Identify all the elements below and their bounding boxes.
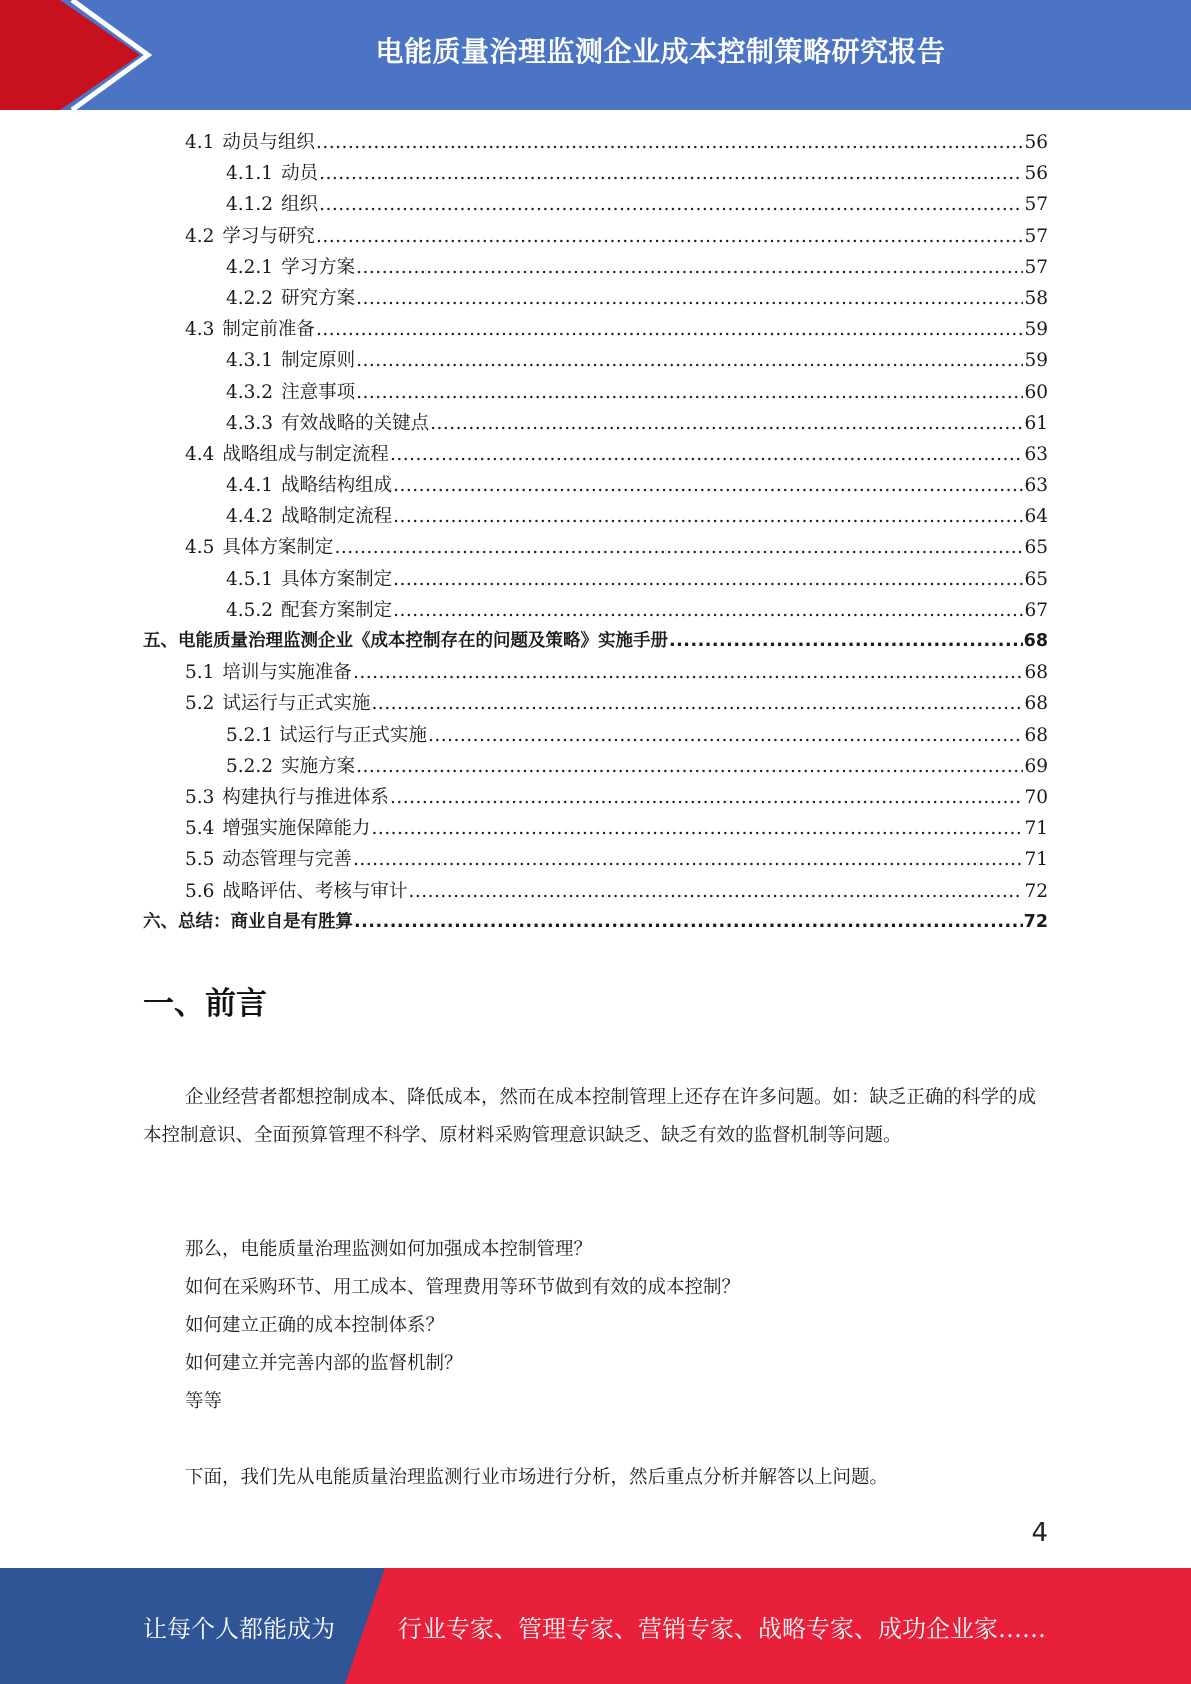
toc-dot-leader: [316, 132, 1024, 153]
toc-entry-text: 注意事项: [281, 381, 356, 403]
toc-entry-text: 动员与组织: [222, 132, 315, 153]
toc-entry[interactable]: [143, 721, 1048, 752]
page-footer: [0, 1568, 1191, 1684]
toc-page-number: 64: [1024, 506, 1048, 528]
toc-entry[interactable]: [143, 658, 1048, 689]
toc-dot-leader: [669, 631, 1023, 651]
question-line: 如何在采购环节、用工成本、管理费用等环节做到有效的成本控制？: [185, 1277, 741, 1298]
toc-entry-label: [226, 752, 355, 778]
toc-entry-text: 研究方案: [281, 287, 356, 309]
toc-entry[interactable]: [143, 346, 1048, 377]
footer-slogan-right: 行业专家、管理专家、营销专家、战略专家、成功企业家……: [398, 1614, 1046, 1643]
toc-entry[interactable]: [143, 565, 1048, 596]
toc-entry-text: 培训与实施准备: [222, 662, 352, 684]
toc-dot-leader: [356, 350, 1023, 371]
toc-entry[interactable]: [143, 877, 1048, 908]
toc-page-number: 68: [1024, 724, 1048, 746]
toc-page-number: 57: [1024, 194, 1048, 216]
toc-entry-number: 5.3: [185, 786, 215, 808]
toc-entry-text: 实施方案: [281, 755, 356, 777]
toc-dot-leader: [393, 600, 1023, 621]
toc-page-number: 57: [1024, 225, 1048, 247]
toc-dot-leader: [393, 506, 1023, 527]
toc-entry-text: 制定原则: [281, 350, 356, 372]
toc-page-number: 56: [1024, 163, 1048, 185]
toc-entry-text: 六、总结：商业自是有胜算: [143, 911, 353, 932]
toc-entry-text: 试运行与正式实施: [222, 693, 371, 715]
toc-page-number: 61: [1024, 412, 1048, 434]
toc-page-number: 69: [1024, 755, 1048, 777]
toc-entry-label: [226, 284, 355, 310]
toc-entry[interactable]: [143, 378, 1048, 409]
toc-page-number: 72: [1023, 911, 1048, 932]
toc-page-number: 65: [1024, 537, 1048, 559]
question-line: 如何建立正确的成本控制体系？: [185, 1315, 445, 1336]
toc-entry-number: 4.4: [185, 443, 215, 465]
toc-entry-number: 4.2: [185, 225, 215, 247]
toc-page-number: 68: [1024, 662, 1048, 684]
toc-dot-leader: [393, 569, 1023, 590]
toc-entry-label: [185, 533, 333, 559]
toc-entry[interactable]: [143, 908, 1048, 939]
toc-dot-leader: [408, 881, 1023, 902]
toc-page-number: 71: [1024, 849, 1048, 871]
toc-page-number: 59: [1024, 319, 1048, 341]
toc-page-number: 63: [1024, 443, 1048, 465]
toc-entry-label: [185, 315, 315, 341]
toc-entry-label: [226, 565, 392, 591]
toc-entry[interactable]: [143, 222, 1048, 253]
toc-page-number: 63: [1024, 475, 1048, 497]
toc-entry-label: [226, 409, 429, 435]
toc-entry-number: 4.2.2: [226, 287, 274, 309]
toc-page-number: 71: [1024, 818, 1048, 840]
toc-entry-label: [185, 689, 370, 715]
toc-entry[interactable]: [143, 783, 1048, 814]
toc-entry-label: [226, 471, 392, 497]
toc-entry-text: 具体方案制定: [222, 537, 334, 559]
toc-page-number: 67: [1024, 599, 1048, 621]
toc-entry-text: 战略组成与制定流程: [222, 443, 389, 465]
toc-dot-leader: [334, 537, 1023, 558]
toc-entry[interactable]: [143, 253, 1048, 284]
toc-entry-label: [226, 159, 318, 185]
toc-entry[interactable]: [143, 190, 1048, 221]
toc-entry-number: 4.3.2: [226, 381, 274, 403]
toc-entry-number: 5.5: [185, 849, 215, 871]
toc-entry-number: 4.1.1: [226, 163, 274, 185]
header-arrow-decoration: [0, 0, 160, 110]
toc-entry-number: 4.4.1: [226, 475, 274, 497]
toc-entry-text: 有效战略的关键点: [281, 412, 430, 434]
toc-entry-label: [185, 783, 389, 809]
toc-entry-number: 5.6: [185, 880, 215, 902]
toc-page-number: 60: [1024, 381, 1048, 403]
toc-dot-leader: [356, 257, 1023, 278]
toc-entry-number: 4.3.3: [226, 412, 274, 434]
question-line: 等等: [185, 1391, 223, 1412]
page-header: [0, 0, 1191, 110]
table-of-contents: [143, 128, 1048, 939]
toc-entry-label: [226, 253, 355, 279]
toc-entry-number: 4.1: [185, 132, 215, 153]
toc-entry-label: [226, 190, 318, 216]
toc-entry-number: 4.4.2: [226, 506, 274, 528]
section-heading: 一、前言: [143, 986, 267, 1022]
toc-entry[interactable]: [143, 533, 1048, 564]
toc-entry[interactable]: [143, 128, 1048, 159]
toc-entry-number: 4.5: [185, 537, 215, 559]
toc-page-number: 56: [1024, 132, 1048, 153]
toc-dot-leader: [356, 288, 1023, 309]
toc-entry-text: 制定前准备: [222, 319, 315, 341]
toc-dot-leader: [371, 818, 1023, 839]
page-number: 4: [1031, 1518, 1048, 1548]
toc-entry-label: [226, 346, 355, 372]
toc-entry-text: 战略评估、考核与审计: [222, 880, 408, 902]
toc-entry-label: [226, 596, 392, 622]
intro-paragraph: 企业经营者都想控制成本、降低成本，然而在成本控制管理上还存在许多问题。如：缺乏正确的科学的成本控制意识、全面预算管理不科学、原材料采购管理意识缺乏、缺乏有效的监督机制等问题。: [143, 1087, 1037, 1146]
toc-entry-text: 战略结构组成: [281, 475, 393, 497]
toc-entry-text: 动态管理与完善: [222, 849, 352, 871]
toc-entry-label: [226, 378, 355, 404]
toc-entry[interactable]: [143, 502, 1048, 533]
toc-entry[interactable]: [143, 284, 1048, 315]
toc-entry[interactable]: [143, 409, 1048, 440]
toc-entry-number: 4.5.1: [226, 568, 274, 590]
toc-dot-leader: [390, 787, 1024, 808]
toc-dot-leader: [356, 382, 1023, 403]
toc-entry[interactable]: [143, 689, 1048, 720]
toc-entry-number: 4.5.2: [226, 599, 274, 621]
toc-entry-label: [185, 845, 352, 871]
toc-page-number: 68: [1024, 693, 1048, 715]
toc-dot-leader: [353, 849, 1024, 870]
toc-entry-label: [185, 440, 389, 466]
toc-entry-number: 5.1: [185, 662, 215, 684]
toc-entry-text: 构建执行与推进体系: [222, 786, 389, 808]
toc-dot-leader: [316, 319, 1024, 340]
toc-page-number: 72: [1024, 880, 1048, 902]
toc-entry-text: 学习与研究: [222, 225, 315, 247]
toc-entry-number: 4.1.2: [226, 194, 274, 216]
toc-entry[interactable]: [143, 814, 1048, 845]
toc-page-number: 59: [1024, 350, 1048, 372]
toc-dot-leader: [354, 912, 1023, 932]
toc-entry[interactable]: [143, 845, 1048, 876]
toc-entry[interactable]: [143, 471, 1048, 502]
toc-entry-text: 具体方案制定: [281, 568, 393, 590]
toc-entry[interactable]: [143, 440, 1048, 471]
toc-dot-leader: [356, 756, 1023, 777]
toc-entry[interactable]: [143, 596, 1048, 627]
toc-entry[interactable]: [143, 627, 1048, 658]
toc-entry[interactable]: [143, 159, 1048, 190]
toc-dot-leader: [393, 475, 1023, 496]
toc-entry-label: [185, 658, 352, 684]
toc-entry-text: 战略制定流程: [281, 506, 393, 528]
toc-entry-label: [143, 627, 668, 652]
toc-page-number: 58: [1024, 287, 1048, 309]
toc-entry[interactable]: [143, 752, 1048, 783]
toc-entry-label: [185, 814, 370, 840]
toc-entry-number: 4.3: [185, 319, 215, 341]
toc-page-number: 65: [1024, 568, 1048, 590]
toc-page-number: 70: [1024, 786, 1048, 808]
toc-entry-label: [226, 721, 427, 747]
question-line: 那么，电能质量治理监测如何加强成本控制管理？: [185, 1239, 593, 1260]
toc-page-number: 68: [1023, 631, 1048, 651]
toc-entry-text: 学习方案: [281, 256, 356, 278]
toc-dot-leader: [319, 194, 1023, 215]
toc-entry-label: [226, 502, 392, 528]
toc-entry-text: 配套方案制定: [281, 599, 393, 621]
toc-page-number: 57: [1024, 256, 1048, 278]
toc-dot-leader: [319, 163, 1023, 184]
toc-entry-number: 4.2.1: [226, 256, 274, 278]
toc-entry-label: [185, 877, 407, 903]
toc-entry-text: 组织: [281, 194, 319, 216]
toc-entry-number: 4.3.1: [226, 350, 274, 372]
toc-dot-leader: [390, 444, 1024, 465]
toc-entry-text: 动员: [281, 163, 319, 185]
question-line: 如何建立并完善内部的监督机制？: [185, 1353, 463, 1374]
toc-entry[interactable]: [143, 315, 1048, 346]
toc-dot-leader: [428, 725, 1023, 746]
closing-paragraph: 下面，我们先从电能质量治理监测行业市场进行分析，然后重点分析并解答以上问题。: [185, 1467, 889, 1488]
toc-entry-number: 5.2: [185, 693, 215, 715]
toc-entry-text: 五、电能质量治理监测企业《成本控制存在的问题及策略》实施手册: [143, 631, 668, 651]
toc-entry-text: 5.2.1 试运行与正式实施: [226, 724, 427, 746]
toc-dot-leader: [353, 662, 1024, 683]
toc-entry-text: 增强实施保障能力: [222, 818, 371, 840]
toc-dot-leader: [316, 226, 1024, 247]
toc-entry-label: [143, 908, 353, 933]
toc-dot-leader: [371, 693, 1023, 714]
report-title: 电能质量治理监测企业成本控制策略研究报告: [375, 35, 946, 68]
toc-entry-number: 5.4: [185, 818, 215, 840]
toc-entry-number: 5.2.2: [226, 755, 274, 777]
toc-entry-label: [185, 128, 315, 154]
footer-slogan-left: 让每个人都能成为: [143, 1614, 335, 1643]
toc-entry-label: [185, 222, 315, 248]
toc-dot-leader: [430, 413, 1023, 434]
